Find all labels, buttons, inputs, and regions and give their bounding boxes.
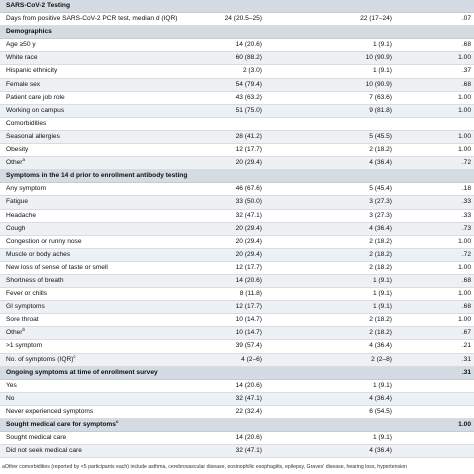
- group-a-value: 54 (79.4): [235, 80, 262, 88]
- group-b-value: 4 (36.4): [369, 447, 392, 455]
- row-label: [6, 157, 226, 169]
- table-row: [0, 144, 474, 157]
- group-a-value: 20 (29.4): [235, 250, 262, 258]
- row-label: Obesity: [6, 146, 29, 154]
- footnote-marker: c: [73, 353, 76, 359]
- table-row: [0, 249, 474, 262]
- p-value: .68: [461, 41, 471, 49]
- group-a-value: 12 (17.7): [235, 303, 262, 311]
- group-b-value: 2 (2–8): [371, 355, 392, 363]
- group-b-value: 22 (17–24): [360, 15, 392, 23]
- p-value: .07: [461, 15, 471, 23]
- group-a-value: 14 (20.6): [235, 276, 262, 284]
- group-b-value: 5 (45.4): [369, 185, 392, 193]
- table-row: [0, 118, 474, 131]
- table-row: [0, 327, 474, 340]
- footnote-marker: a: [22, 157, 26, 162]
- group-b-value: 4 (36.4): [369, 224, 392, 232]
- group-b-value: 9 (81.8): [369, 106, 392, 114]
- group-a-value: 14 (20.6): [235, 381, 262, 389]
- row-label: Days from positive SARS-CoV-2 PCR test, median d (IQR): [6, 15, 178, 23]
- section-header-row: [0, 26, 474, 39]
- p-value: .33: [461, 198, 471, 206]
- group-a-value: 10 (14.7): [235, 329, 262, 337]
- table-row: [0, 275, 474, 288]
- group-a-value: 14 (20.6): [235, 434, 262, 442]
- group-b-value: 2 (18.2): [369, 146, 392, 154]
- group-b-value: 4 (36.4): [369, 342, 392, 350]
- table-row: [0, 157, 474, 170]
- p-value: 1.00: [458, 93, 471, 101]
- row-label: New loss of sense of taste or smell: [6, 263, 108, 271]
- p-value: .68: [461, 303, 471, 311]
- section-title: Symptoms in the 14 d prior to enrollment antibody testing: [6, 172, 188, 180]
- row-label: Yes: [6, 381, 17, 389]
- p-value: 1.00: [458, 263, 471, 271]
- row-label-text: No. of symptoms (IQR): [6, 355, 74, 363]
- table-row: [0, 92, 474, 105]
- table-row: [0, 314, 474, 327]
- group-a-value: 33 (50.0): [235, 198, 262, 206]
- row-label: Fever or chills: [6, 290, 48, 298]
- p-value: .37: [461, 67, 471, 75]
- group-a-value: 20 (29.4): [235, 159, 262, 167]
- p-value: 1.00: [458, 290, 471, 298]
- p-value: 1.00: [458, 132, 471, 140]
- row-label: [6, 327, 226, 339]
- group-a-value: 24 (20.5–25): [224, 15, 262, 23]
- group-a-value: 39 (57.4): [235, 342, 262, 350]
- section-title: Ongoing symptoms at time of enrollment survey: [6, 368, 158, 376]
- table-row: [0, 288, 474, 301]
- table-row: [0, 432, 474, 445]
- p-value: 1.00: [458, 106, 471, 114]
- row-label: [6, 419, 226, 431]
- row-label: White race: [6, 54, 38, 62]
- group-a-value: 12 (17.7): [235, 263, 262, 271]
- group-a-value: 20 (29.4): [235, 224, 262, 232]
- row-label: Age ≥50 y: [6, 41, 36, 49]
- group-b-value: 4 (36.4): [369, 159, 392, 167]
- group-a-value: 51 (75.0): [235, 106, 262, 114]
- p-value: .31: [461, 355, 471, 363]
- group-a-value: 22 (32.4): [235, 407, 262, 415]
- p-value: 1.00: [458, 237, 471, 245]
- p-value: .68: [461, 276, 471, 284]
- group-b-value: 2 (18.2): [369, 250, 392, 258]
- row-label-text: Other: [6, 329, 23, 337]
- footnote-marker: b: [22, 327, 26, 333]
- group-a-value: 10 (14.7): [235, 316, 262, 324]
- p-value: .72: [461, 250, 471, 258]
- group-b-value: 10 (90.9): [365, 80, 392, 88]
- group-a-value: 2 (3.0): [242, 67, 262, 75]
- section-header-row: [0, 0, 474, 13]
- group-b-value: 7 (63.6): [369, 93, 392, 101]
- group-a-value: 8 (11.8): [239, 290, 262, 298]
- group-b-value: 4 (36.4): [369, 394, 392, 402]
- section-header-row: [0, 367, 474, 380]
- table-row: [0, 131, 474, 144]
- p-value: .21: [461, 342, 471, 350]
- group-b-value: 1 (9.1): [372, 290, 392, 298]
- group-a-value: 46 (67.6): [235, 185, 262, 193]
- table-row: [0, 183, 474, 196]
- p-value: .31: [461, 368, 471, 376]
- p-value: 1.00: [458, 54, 471, 62]
- group-b-value: 3 (27.3): [369, 211, 392, 219]
- section-header-row: [0, 170, 474, 183]
- group-a-value: 43 (63.2): [235, 93, 262, 101]
- table-row: [0, 105, 474, 118]
- p-value: .68: [461, 80, 471, 88]
- group-b-value: 1 (9.1): [372, 381, 392, 389]
- footnote-marker: c: [115, 419, 119, 424]
- table-row: [0, 210, 474, 223]
- table-row: [0, 354, 474, 367]
- row-label: No: [6, 394, 15, 402]
- row-label: Seasonal allergies: [6, 132, 60, 140]
- table-row: [0, 262, 474, 275]
- group-b-value: 1 (9.1): [372, 276, 392, 284]
- row-label: Hispanic ethnicity: [6, 67, 58, 75]
- row-label: GI symptoms: [6, 303, 45, 311]
- table-footnote: aOther comorbidities (reported by <5 participants each) include asthma, cerebrovascular disease, eosinophilic esophagitis, epilepsy, Graves' disease, hearing loss, hypertension: [2, 464, 408, 470]
- p-value: .72: [461, 159, 471, 167]
- section-title: SARS-CoV-2 Testing: [6, 2, 70, 9]
- group-b-value: 6 (54.5): [369, 407, 392, 415]
- group-a-value: 32 (47.1): [235, 447, 262, 455]
- row-label: Female sex: [6, 80, 41, 88]
- row-label: Patient care job role: [6, 93, 65, 101]
- group-a-value: 12 (17.7): [235, 146, 262, 154]
- group-a-value: 28 (41.2): [235, 132, 262, 140]
- group-b-value: 1 (9.1): [372, 434, 392, 442]
- group-a-value: 14 (20.6): [235, 41, 262, 49]
- table-row: [0, 39, 474, 52]
- row-label: Never experienced symptoms: [6, 407, 94, 415]
- table-row: [0, 236, 474, 249]
- row-label: Did not seek medical care: [6, 447, 82, 455]
- row-label-text: Other: [6, 159, 23, 167]
- group-b-value: 2 (18.2): [369, 263, 392, 271]
- group-a-value: 4 (2–6): [241, 355, 262, 363]
- table-row: [0, 406, 474, 419]
- table-row: [0, 13, 474, 26]
- group-b-value: 2 (18.2): [369, 237, 392, 245]
- row-label: Headache: [6, 211, 37, 219]
- table-row: [0, 340, 474, 353]
- group-b-value: 5 (45.5): [369, 132, 392, 140]
- row-label: Sore throat: [6, 316, 39, 324]
- row-label: Cough: [6, 224, 26, 232]
- p-value: .73: [461, 224, 471, 232]
- table-row: [0, 393, 474, 406]
- section-title: Demographics: [6, 28, 52, 36]
- row-label: Comorbidities: [6, 119, 47, 127]
- group-b-value: 1 (9.1): [372, 67, 392, 75]
- table-row: [0, 52, 474, 65]
- group-b-value: 1 (9.1): [372, 41, 392, 49]
- table-row: [0, 380, 474, 393]
- group-b-value: 1 (9.1): [372, 303, 392, 311]
- row-label: >1 symptom: [6, 342, 43, 350]
- group-b-value: 10 (90.9): [365, 54, 392, 62]
- row-label: Working on campus: [6, 106, 65, 114]
- row-label: [6, 354, 226, 366]
- p-value: 1.00: [458, 146, 471, 154]
- table-row: [0, 65, 474, 78]
- p-value: 1.00: [458, 316, 471, 324]
- row-label: Sought medical care: [6, 434, 67, 442]
- p-value: .33: [461, 211, 471, 219]
- p-value: .18: [461, 185, 471, 193]
- group-b-value: 2 (18.2): [369, 316, 392, 324]
- table-row: [0, 301, 474, 314]
- group-b-value: 3 (27.3): [369, 198, 392, 206]
- row-label: Fatigue: [6, 198, 28, 206]
- table-row: [0, 196, 474, 209]
- group-b-value: 2 (18.2): [369, 329, 392, 337]
- table-row: [0, 79, 474, 92]
- group-a-value: 60 (88.2): [235, 54, 262, 62]
- row-label: Any symptom: [6, 185, 46, 193]
- row-label: Muscle or body aches: [6, 250, 71, 258]
- p-value: .67: [461, 329, 471, 337]
- table-row: [0, 223, 474, 236]
- row-label-text: Sought medical care for symptoms: [6, 421, 116, 428]
- group-a-value: 20 (29.4): [235, 237, 262, 245]
- p-value: 1.00: [458, 421, 471, 428]
- group-a-value: 32 (47.1): [235, 394, 262, 402]
- section-header-row: [0, 419, 474, 432]
- table-row: [0, 445, 474, 458]
- group-a-value: 32 (47.1): [235, 211, 262, 219]
- row-label: Congestion or runny nose: [6, 237, 82, 245]
- row-label: Shortness of breath: [6, 276, 64, 284]
